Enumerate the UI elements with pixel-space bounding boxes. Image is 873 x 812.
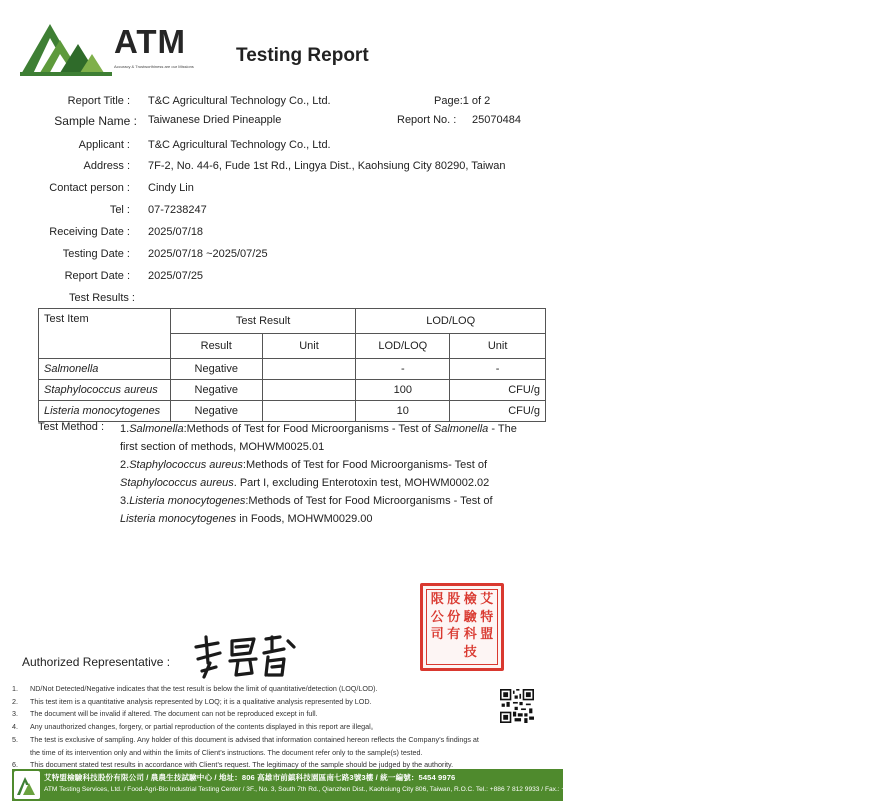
method-2-line-1 bbox=[120, 456, 517, 474]
sample-name-value: Taiwanese Dried Pineapple bbox=[148, 114, 282, 126]
sample-name-label: Sample Name : bbox=[54, 114, 137, 128]
row-lod-loq: - bbox=[356, 359, 450, 380]
seal-characters bbox=[429, 592, 495, 662]
seal-char: 股 bbox=[447, 592, 461, 607]
contact-label: Contact person : bbox=[49, 182, 130, 194]
footnote-number: 2. bbox=[12, 696, 18, 706]
method-2-organism: Staphylococcus aureus bbox=[129, 459, 243, 471]
seal-char: 艾 bbox=[480, 592, 494, 607]
tel-value: 07-7238247 bbox=[148, 204, 207, 216]
footnote-text: The test is exclusive of sampling. Any holder of this document is advised that information contained hereon reflects the Company’s findings at bbox=[30, 734, 479, 744]
footnote-item bbox=[12, 747, 552, 760]
footnote-text: This test item is a quantitative analysis represented by LOQ; it is a qualitative analysis represented by LOD. bbox=[30, 696, 372, 706]
seal-char: 份 bbox=[447, 609, 461, 625]
test-method-label: Test Method : bbox=[38, 421, 105, 433]
footnote-number: 4. bbox=[12, 722, 18, 732]
header-result: Result bbox=[170, 334, 262, 359]
row-result: Negative bbox=[170, 359, 262, 380]
row-test-item: Salmonella bbox=[39, 359, 171, 380]
footnote-item bbox=[12, 696, 552, 709]
address-value: 7F-2, No. 44-6, Fude 1st Rd., Lingya Dist., Kaohsiung City 80290, Taiwan bbox=[148, 160, 506, 172]
company-seal-stamp bbox=[420, 583, 504, 671]
footnote-text: ND/Not Detected/Negative indicates that the test result is below the limit of quantitative/detection (LOQ/LOD). bbox=[30, 684, 378, 693]
report-title-label: Report Title : bbox=[67, 95, 130, 107]
row-lod-loq: 10 bbox=[356, 401, 450, 422]
seal-char: 司 bbox=[430, 627, 444, 642]
authorized-representative-label: Authorized Representative : bbox=[22, 655, 171, 669]
method-2-text-2: . Part I, excluding Enterotoxin test, MOHWM0002.02 bbox=[233, 477, 490, 489]
footer-logo-icon bbox=[14, 771, 40, 799]
seal-char: 特 bbox=[480, 609, 494, 625]
footnote-item bbox=[12, 683, 552, 696]
footnote-number: 6. bbox=[12, 760, 18, 770]
address-label: Address : bbox=[83, 160, 130, 172]
method-3-line-2 bbox=[120, 510, 517, 528]
method-2-number: 2. bbox=[120, 459, 130, 471]
applicant-value: T&C Agricultural Technology Co., Ltd. bbox=[148, 139, 331, 151]
report-no-label: Report No. : bbox=[397, 114, 457, 126]
report-no-value: 25070484 bbox=[472, 114, 521, 126]
footer-bar bbox=[12, 769, 873, 801]
method-2-text: :Methods of Test for Food Microorganisms- Test of bbox=[242, 459, 488, 471]
seal-char: 限 bbox=[430, 592, 444, 607]
method-1-organism-2: Salmonella bbox=[433, 423, 489, 435]
seal-char: 檢 bbox=[463, 592, 477, 607]
seal-char: 盟 bbox=[480, 627, 494, 642]
contact-value: Cindy Lin bbox=[148, 182, 194, 194]
row-result: Negative bbox=[170, 401, 262, 422]
receiving-date-value: 2025/07/18 bbox=[148, 226, 204, 238]
footnote-text: This document stated test results in accordance with Client’s request. The legitimacy of the sample should be judged by the authority. bbox=[30, 760, 454, 770]
footer-contact-line: ATM Testing Services, Ltd. / Food-Agri-Bio Industrial Testing Center / 3F., No. 3, South 7th Rd., Qianzhen Dist., Kaohsiung City 806, Taiwan, R.O.C. Tel.: +886 7 812 9933 / Fax.: +886 7 812 1333 / Email: fab.services@atmlabs.com.tw / Web: www.atmlabs.com.tw / Corp. ID: 5454 9976 bbox=[44, 786, 873, 793]
method-2-organism-2: Staphylococcus aureus bbox=[120, 477, 234, 489]
header-unit: Unit bbox=[262, 334, 356, 359]
method-1-text: :Methods of Test for Food Microorganisms - Test of bbox=[183, 423, 434, 435]
method-2-line-2 bbox=[120, 474, 517, 492]
testing-date-label: Testing Date : bbox=[62, 248, 130, 260]
method-3-number: 3. bbox=[120, 495, 130, 507]
header-test-result: Test Result bbox=[170, 309, 356, 334]
seal-char bbox=[479, 645, 496, 663]
seal-char bbox=[429, 645, 446, 663]
report-date-value: 2025/07/25 bbox=[148, 270, 204, 282]
report-heading: Testing Report bbox=[236, 45, 369, 66]
seal-char bbox=[446, 645, 463, 663]
row-result: Negative bbox=[170, 380, 262, 401]
seal-char: 技 bbox=[463, 644, 477, 660]
report-title-value: T&C Agricultural Technology Co., Ltd. bbox=[148, 95, 331, 107]
row-unit bbox=[262, 380, 356, 401]
method-3-line-1 bbox=[120, 492, 517, 510]
footnote-text: Any unauthorized changes, forgery, or partial reproduction of the contents displayed in this report are illegal。 bbox=[30, 722, 378, 732]
footnote-item bbox=[12, 734, 552, 747]
receiving-date-label: Receiving Date : bbox=[49, 226, 130, 238]
method-1-text-2: - The bbox=[488, 423, 517, 435]
report-date-label: Report Date : bbox=[64, 270, 130, 282]
footnote-item bbox=[12, 721, 552, 734]
method-3-organism: Listeria monocytogenes bbox=[129, 495, 246, 507]
method-1-organism: Salmonella bbox=[129, 423, 184, 435]
seal-char: 科 bbox=[463, 627, 477, 642]
seal-char: 驗 bbox=[463, 609, 477, 625]
table-row bbox=[39, 380, 546, 401]
row-lod-unit: CFU/g bbox=[450, 401, 546, 422]
results-table bbox=[38, 308, 546, 422]
applicant-label: Applicant : bbox=[78, 139, 130, 151]
row-test-item: Listeria monocytogenes bbox=[39, 401, 171, 422]
row-lod-unit: CFU/g bbox=[450, 380, 546, 401]
table-row bbox=[39, 401, 546, 422]
method-1-line-2: first section of methods, MOHWM0025.01 bbox=[120, 441, 325, 453]
footer-company-line: 艾特盟檢驗科技股份有限公司 / 農農生技試驗中心 / 地址：806 高雄市前鎮科技園區南七路3號3樓 / 統一編號：5454 9976 bbox=[44, 773, 456, 782]
test-results-label: Test Results : bbox=[68, 292, 135, 304]
footnote-number bbox=[12, 747, 30, 760]
row-lod-unit: - bbox=[450, 359, 546, 380]
test-method-list bbox=[120, 420, 517, 528]
header-lod-loq: LOD/LOQ bbox=[356, 334, 450, 359]
header-test-item: Test Item bbox=[39, 309, 171, 359]
footnote-number: 5. bbox=[12, 734, 18, 744]
table-row bbox=[39, 359, 546, 380]
footnote-number: 1. bbox=[12, 684, 18, 693]
atm-logo-mark-icon bbox=[20, 22, 112, 76]
row-test-item: Staphylococcus aureus bbox=[39, 380, 171, 401]
seal-char: 公 bbox=[430, 609, 444, 625]
method-3-text-2: in Foods, MOHWM0029.00 bbox=[236, 513, 373, 525]
testing-date-value: 2025/07/18 ~2025/07/25 bbox=[148, 248, 268, 260]
atm-logo-text: ATM bbox=[114, 23, 187, 60]
method-3-organism-2: Listeria monocytogenes bbox=[120, 513, 237, 525]
footnotes bbox=[12, 683, 552, 772]
row-lod-loq: 100 bbox=[356, 380, 450, 401]
method-1-number: 1. bbox=[120, 423, 130, 435]
page-number: Page:1 of 2 bbox=[434, 95, 491, 107]
header-lod-unit: Unit bbox=[450, 334, 546, 359]
footnote-number: 3. bbox=[12, 709, 18, 719]
method-1-line-1 bbox=[120, 420, 517, 438]
handwritten-signature-icon bbox=[192, 631, 302, 681]
seal-char: 有 bbox=[447, 627, 461, 642]
tel-label: Tel : bbox=[109, 204, 130, 216]
footnote-item bbox=[12, 708, 552, 721]
row-unit bbox=[262, 359, 356, 380]
method-3-text: :Methods of Test for Food Microorganisms - Test of bbox=[245, 495, 493, 507]
footnote-text: the time of its intervention only and within the limits of Client’s instructions. The document refer only to the sample(s) tested. bbox=[30, 747, 423, 757]
row-unit bbox=[262, 401, 356, 422]
logo-tagline: Accuracy & Trustworthiness are our Missions bbox=[114, 64, 194, 69]
footnote-text: The document will be invalid if altered. The document can not be reproduced except in full. bbox=[30, 709, 318, 719]
header-lod-loq-group: LOD/LOQ bbox=[356, 309, 546, 334]
